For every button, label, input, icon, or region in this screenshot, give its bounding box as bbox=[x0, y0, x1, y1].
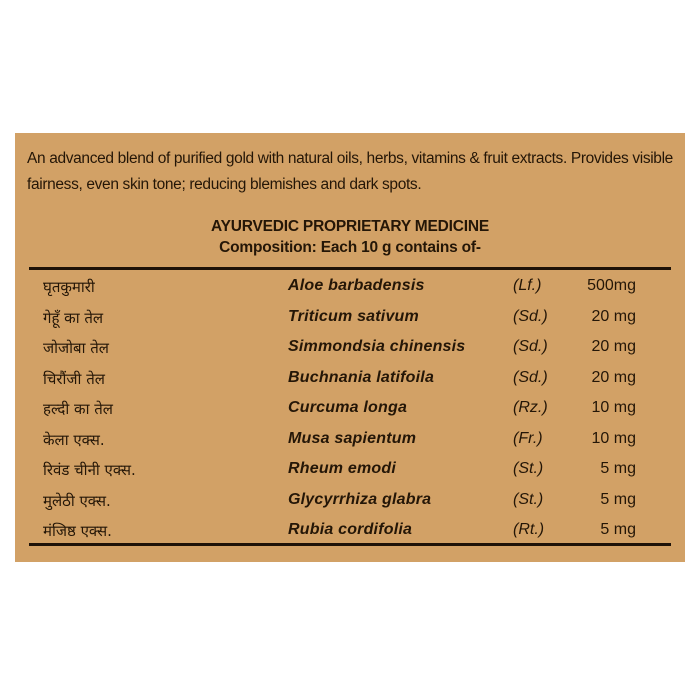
ingredient-botanical-name: Aloe barbadensis bbox=[288, 277, 425, 294]
ingredient-botanical-name: Rubia cordifolia bbox=[288, 521, 413, 538]
ingredient-botanical-name: Curcuma longa bbox=[288, 399, 408, 416]
ingredient-botanical-name: Triticum sativum bbox=[288, 307, 419, 325]
ingredient-hindi-name: हल्दी का तेल bbox=[43, 400, 113, 418]
medicine-type-heading: AYURVEDIC PROPRIETARY MEDICINE bbox=[211, 218, 489, 235]
ingredient-quantity: 20 mg bbox=[591, 307, 636, 325]
ingredient-plant-part: (Lf.) bbox=[513, 277, 542, 294]
composition-row bbox=[15, 305, 685, 336]
ingredient-quantity: 20 mg bbox=[591, 338, 636, 355]
ingredient-botanical-name: Glycyrrhiza glabra bbox=[288, 490, 432, 508]
ingredient-plant-part: (St.) bbox=[513, 460, 544, 477]
ingredient-plant-part: (Rz.) bbox=[513, 399, 548, 416]
description-line-1: An advanced blend of purified gold with natural oils, herbs, vitamins & fruit extracts. Provides visible bbox=[27, 150, 673, 167]
composition-row bbox=[15, 274, 685, 305]
ingredient-plant-part: (Sd.) bbox=[513, 307, 548, 325]
composition-table bbox=[15, 274, 685, 549]
ingredient-hindi-name: मुलेठी एक्स. bbox=[43, 491, 111, 510]
ingredient-quantity: 10 mg bbox=[591, 399, 636, 416]
ingredient-plant-part: (Fr.) bbox=[513, 429, 543, 447]
product-description bbox=[27, 146, 681, 198]
ingredient-hindi-name: केला एक्स. bbox=[43, 430, 105, 449]
ingredient-quantity: 500mg bbox=[587, 277, 636, 294]
ingredient-hindi-name: घृतकुमारी bbox=[43, 278, 95, 296]
ingredient-hindi-name: जोजोबा तेल bbox=[43, 339, 109, 357]
ingredient-botanical-name: Musa sapientum bbox=[288, 429, 417, 447]
ingredient-hindi-name: रिवंड चीनी एक्स. bbox=[43, 461, 136, 479]
ingredient-quantity: 20 mg bbox=[591, 368, 636, 386]
composition-row bbox=[15, 427, 685, 458]
ingredient-quantity: 5 mg bbox=[600, 521, 636, 538]
ingredient-hindi-name: चिरौंजी तेल bbox=[43, 369, 105, 388]
ingredient-botanical-name: Buchnania latifoila bbox=[288, 368, 435, 386]
label-panel bbox=[15, 133, 685, 562]
ingredient-quantity: 5 mg bbox=[600, 490, 636, 508]
composition-row bbox=[15, 396, 685, 427]
ingredient-hindi-name: मंजिष्ठ एक्स. bbox=[43, 522, 112, 540]
ingredient-quantity: 10 mg bbox=[591, 429, 636, 447]
composition-row bbox=[15, 457, 685, 488]
ingredient-plant-part: (Sd.) bbox=[513, 338, 548, 355]
ingredient-hindi-name: गेहूँ का तेल bbox=[43, 308, 104, 327]
ingredient-plant-part: (Rt.) bbox=[513, 521, 545, 538]
ingredient-plant-part: (Sd.) bbox=[513, 368, 548, 386]
description-line-2: fairness, even skin tone; reducing blemishes and dark spots. bbox=[27, 176, 422, 193]
ingredient-botanical-name: Simmondsia chinensis bbox=[288, 338, 466, 355]
composition-row bbox=[15, 366, 685, 397]
table-top-rule bbox=[29, 267, 671, 270]
composition-row bbox=[15, 335, 685, 366]
composition-heading: Composition: Each 10 g contains of- bbox=[219, 239, 481, 256]
composition-row bbox=[15, 488, 685, 519]
ingredient-botanical-name: Rheum emodi bbox=[288, 460, 396, 477]
ingredient-quantity: 5 mg bbox=[600, 460, 636, 477]
ingredient-plant-part: (St.) bbox=[513, 490, 544, 508]
table-bottom-rule bbox=[29, 543, 671, 546]
